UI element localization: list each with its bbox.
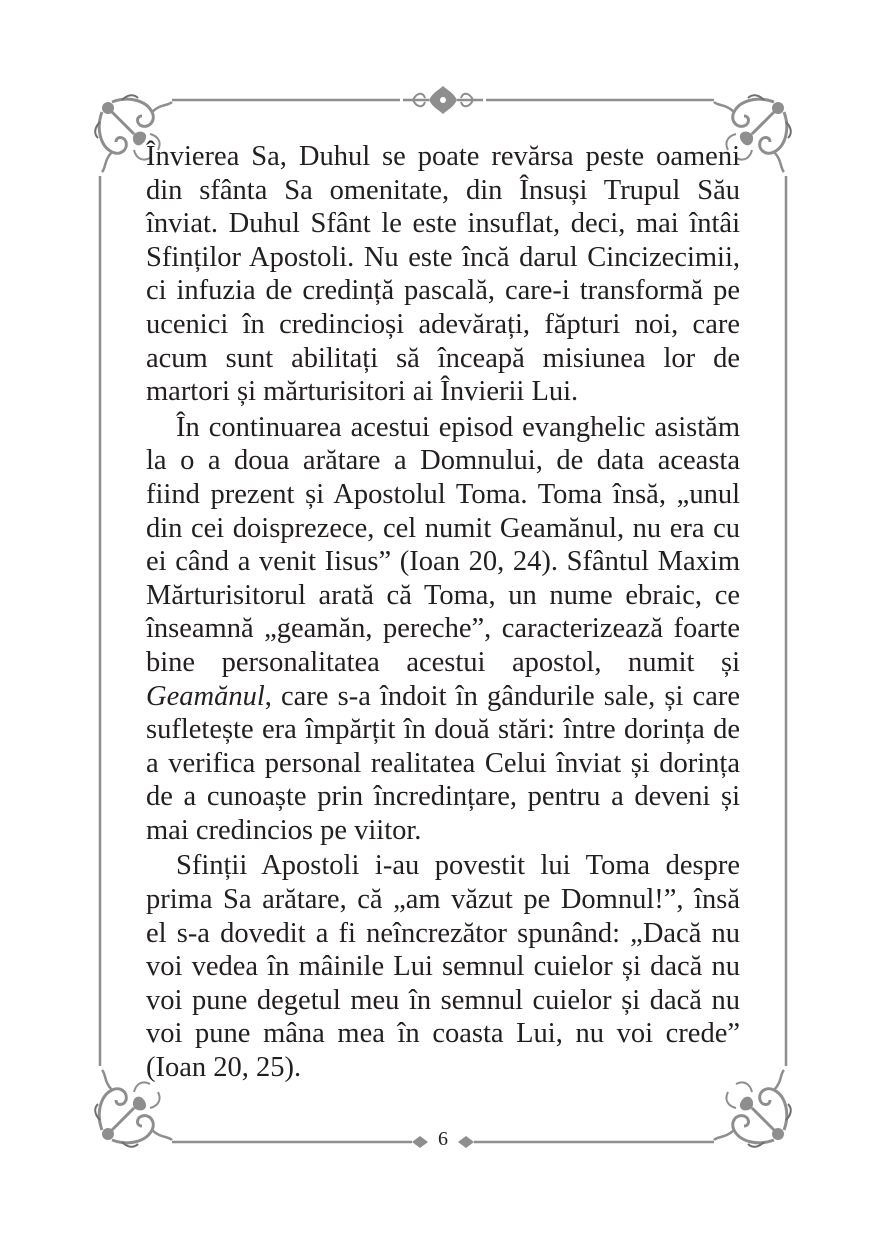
text-run: Învierea Sa, Duhul se poate revărsa peste oameni din sfânta Sa omenitate, din Însuși Trupul Său înviat. Duhul Sfânt le este insuflat, deci, mai întâi Sfinților Apostoli. Nu este încă darul Cincizecimii, ci infuzia de credință pascală, care-i transformă pe ucenici în credincioși adevărați, făpturi noi, care acum sunt abilitați să înceapă misiunea lor de martori și mărturisitori ai Învierii Lui.	[146, 141, 740, 408]
paragraph	[146, 140, 740, 409]
italic-text: Geamănul	[146, 680, 265, 712]
text-run: , care s-a îndoit în gândurile sale, și care sufletește era împărțit în două stări: între dorința de a verifica personal realitatea Celui înviat și dorința de a cunoaște prin încredințare, pentru a deveni și mai credincios pe viitor.	[146, 680, 740, 846]
paragraph	[146, 411, 740, 848]
page-number: 6	[438, 1128, 448, 1150]
body-text	[146, 140, 740, 1085]
text-run: În continuarea acestui episod evanghelic asistăm la o a doua arătare a Domnului, de data aceasta fiind prezent și Apostolul Toma. Toma însă, „unul din cei doisprezece, cel numit Geamănul, nu era cu ei când a venit Iisus” (Ioan 20, 24). Sfântul Maxim Mărturisitorul arată că Toma, un nume ebraic, ce înseamnă „geamăn, pereche”, caracterizează foarte bine personalitatea acestui apostol, numit și	[146, 411, 740, 678]
top-center-ornament	[403, 86, 483, 114]
text-run: Sfinții Apostoli i-au povestit lui Toma despre prima Sa arătare, că „am văzut pe Domnul!”, însă el s-a dovedit a fi neîncrezător spunând: „Dacă nu voi vedea în mâinile Lui semnul cuielor și dacă nu voi pune degetul meu în semnul cuielor și dacă nu voi pune mâna mea în coasta Lui, nu voi crede” (Ioan 20, 25).	[146, 850, 740, 1084]
paragraph	[146, 849, 740, 1084]
